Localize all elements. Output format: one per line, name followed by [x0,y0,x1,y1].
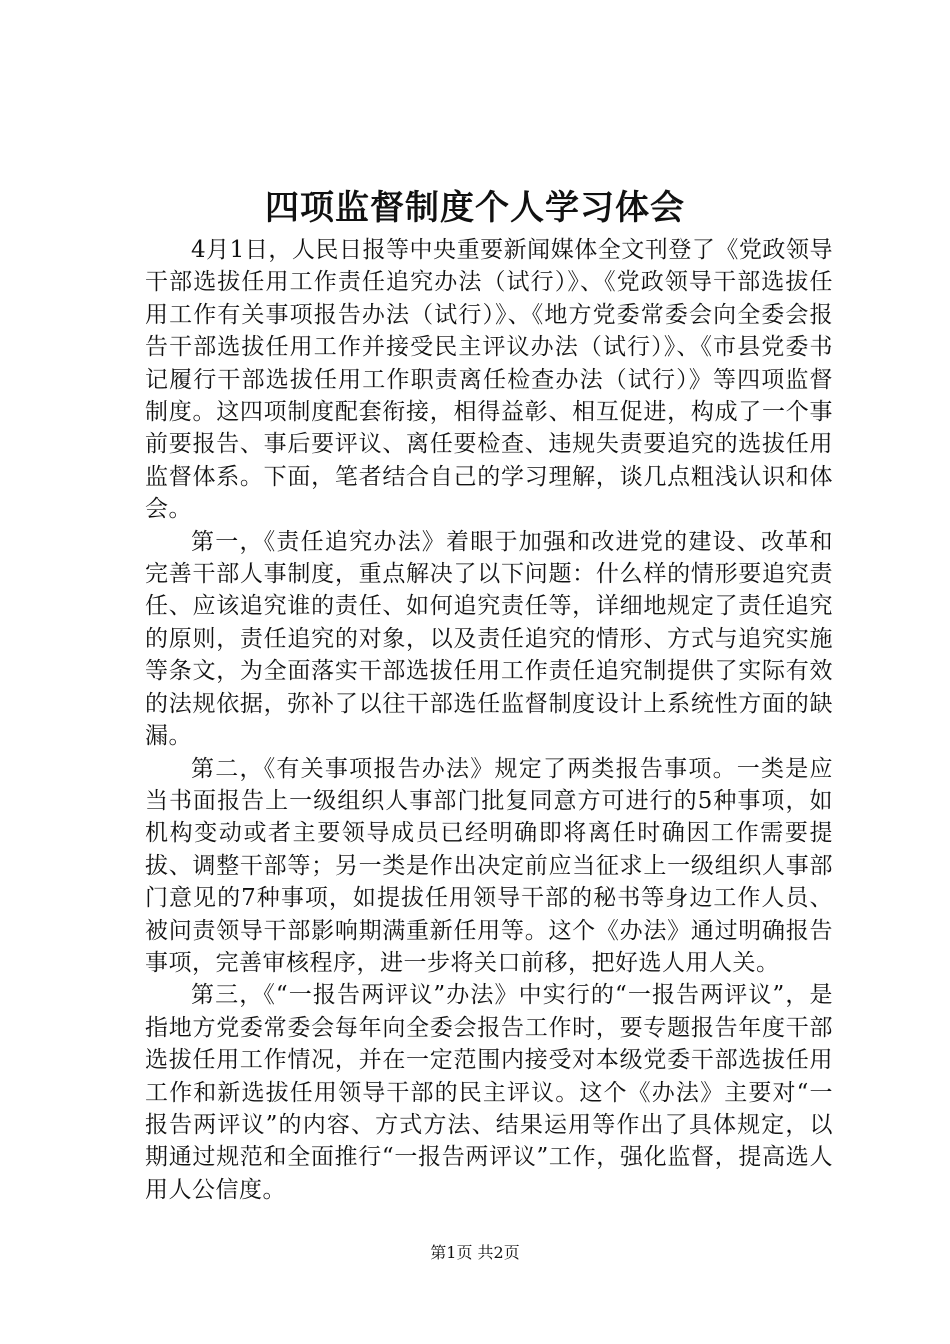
paragraph-third-point: 第三，《“一报告两评议”办法》中实行的“一报告两评议”，是指地方党委常委会每年向全委会报告工作时，要专题报告年度干部选拔任用工作情况，并在一定范围内接受对本级党委干部选拔任用工作和新选拔任用领导干部的民主评议。这个《办法》主要对“一报告两评议”的内容、方式方法、结果运用等作出了具体规定，以期通过规范和全面推行“一报告两评议”工作，强化监督，提高选人用人公信度。 [145,982,833,1203]
paragraph-intro: 4月1日，人民日报等中央重要新闻媒体全文刊登了《党政领导干部选拔任用工作责任追究办法（试行）》、《党政领导干部选拔任用工作有关事项报告办法（试行）》、《地方党委常委会向全委会报告干部选拔任用工作并接受民主评议办法（试行）》、《市县党委书记履行干部选拔任用工作职责离任检查办法（试行）》等四项监督制度。这四项制度配套衔接，相得益彰、相互促进，构成了一个事前要报告、事后要评议、离任要检查、违规失责要追究的选拔任用监督体系。下面，笔者结合自己的学习理解，谈几点粗浅认识和体会。 [145,237,833,523]
document-title: 四项监督制度个人学习体会 [265,188,685,228]
page-number-footer: 第1页 共2页 [430,1243,520,1262]
document-body [145,234,833,1206]
paragraph-second-point: 第二，《有关事项报告办法》规定了两类报告事项。一类是应当书面报告上一级组织人事部门批复同意方可进行的5种事项，如机构变动或者主要领导成员已经明确即将离任时确因工作需要提拔、调整干部等；另一类是作出决定前应当征求上一级组织人事部门意见的7种事项，如提拔任用领导干部的秘书等身边工作人员、被问责领导干部影响期满重新任用等。这个《办法》通过明确报告事项，完善审核程序，进一步将关口前移，把好选人用人关。 [145,755,833,976]
paragraph-first-point: 第一，《责任追究办法》着眼于加强和改进党的建设、改革和完善干部人事制度，重点解决了以下问题：什么样的情形要追究责任、应该追究谁的责任、如何追究责任等，详细地规定了责任追究的原则，责任追究的对象，以及责任追究的情形、方式与追究实施等条文，为全面落实干部选拔任用工作责任追究制提供了实际有效的法规依据，弥补了以往干部选任监督制度设计上系统性方面的缺漏。 [145,528,833,750]
